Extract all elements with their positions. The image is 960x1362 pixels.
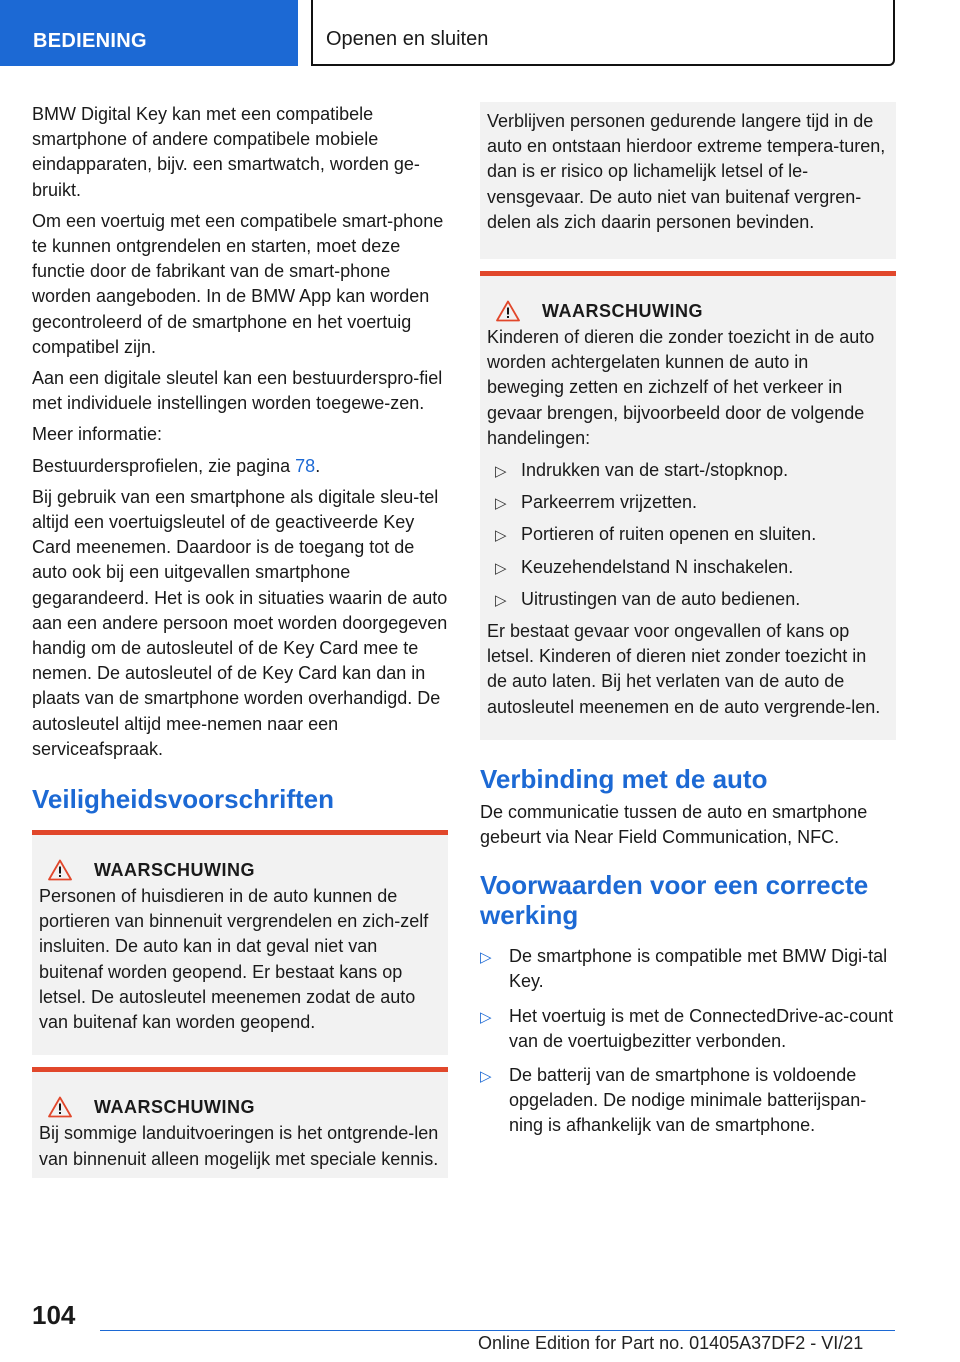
- footer-divider: [100, 1330, 895, 1331]
- page-header: [0, 0, 960, 66]
- page-number: 104: [32, 1300, 76, 1330]
- conditions-list: [480, 944, 896, 1138]
- warning-title: WAARSCHUWING: [94, 1096, 255, 1117]
- triangle-right-icon: ▷: [495, 559, 507, 577]
- xref-end: .: [315, 455, 321, 476]
- right-column: [480, 102, 896, 1148]
- triangle-right-icon: ▷: [495, 495, 507, 513]
- list-item: ▷ Portieren of ruiten openen en sluiten.: [487, 522, 890, 547]
- warning-box: [480, 271, 896, 740]
- xref-text: Bestuurdersprofielen, zie pagina: [32, 455, 296, 476]
- warning-box: [32, 830, 448, 1055]
- warning-title: WAARSCHUWING: [94, 859, 255, 880]
- warning-text: Bij sommige landuitvoeringen is het ontgrende-len van binnenuit alleen mogelijk met speciale kennis.: [39, 1123, 439, 1169]
- warning-text: Personen of huisdieren in de auto kunnen de portieren van binnenuit vergrendelen en zich-zelf insluiten. De auto kan in dat geval niet van buitenaf worden geopend. Er bestaat kans op letsel. De autosleutel meenemen zodat de auto van buitenaf kan worden geopend.: [39, 886, 429, 1033]
- warning-outro: Er bestaat gevaar voor ongevallen of kans op letsel. Kinderen of dieren niet zonder toezicht in de auto laten. Bij het verlaten van de auto de autosleutel meenemen en de auto vergrende-len.: [487, 621, 881, 717]
- warning-box: [32, 1067, 448, 1177]
- left-column: [32, 102, 448, 1178]
- warning-triangle-icon: [496, 300, 520, 322]
- edition-text: Online Edition for Part no. 01405A37DF2 - VI/21: [478, 1333, 864, 1353]
- paragraph: Aan een digitale sleutel kan een bestuurderspro-fiel met individuele instellingen worden toegewe-zen.: [32, 368, 443, 414]
- paragraph: Bij gebruik van een smartphone als digitale sleu-tel altijd een voertuigsleutel of de geactiveerde Key Card meenemen. Daardoor is de toegang tot de auto ook bij een uitgevallen smartphone gegarandeerd. Het is ook in situaties waarin de auto aan een andere persoon moet worden doorgegeven handig om de autosleutel of de Key Card mee te nemen. De autosleutel of de Key Card kan dan in plaats van de smartphone worden overhandigd. De autosleutel altijd mee-nemen naar een serviceafspraak.: [32, 486, 448, 759]
- list-item: ▷ Parkeerrem vrijzetten.: [487, 490, 890, 515]
- triangle-right-icon: ▷: [480, 1068, 492, 1086]
- warning-header: [39, 1096, 442, 1118]
- warning-text: Verblijven personen gedurende langere tijd in de auto en ontstaan hierdoor extreme tempera-turen, dan is er risico op lichamelijk letsel of le-vensgevaar. De auto niet van buitenaf vergren-delen als zich daarin personen bevinden.: [487, 111, 886, 232]
- warning-header: [487, 300, 890, 322]
- chapter-title: Openen en sluiten: [311, 0, 895, 66]
- list-item: ▷ Indrukken van de start-/stopknop.: [487, 458, 890, 483]
- paragraph: Om een voertuig met een compatibele smart-phone te kunnen ontgrendelen en starten, moet deze functie door de fabrikant van de smart-phone worden aangeboden. In de BMW App kan worden gecontroleerd of de smartphone en het voertuig compatibel zijn.: [32, 210, 444, 357]
- section-heading: Verbinding met de auto: [480, 763, 768, 794]
- triangle-right-icon: ▷: [495, 527, 507, 545]
- list-item: ▷ De smartphone is compatible met BMW Digi-tal Key.: [480, 946, 888, 992]
- list-item: ▷ Het voertuig is met de ConnectedDrive-ac-count van de voertuigbezitter verbonden.: [480, 1005, 894, 1051]
- page-link[interactable]: 78: [295, 455, 316, 476]
- section-heading: Veiligheidsvoorschriften: [32, 784, 334, 815]
- section-heading: Voorwaarden voor een correcte werking: [480, 870, 869, 931]
- warning-triangle-icon: [48, 859, 72, 881]
- triangle-right-icon: ▷: [480, 1008, 492, 1026]
- warning-title: WAARSCHUWING: [542, 300, 703, 321]
- list-item: ▷ De batterij van de smartphone is voldoende opgeladen. De nodige minimale batterijspan-ning is afhankelijk van de smartphone.: [480, 1065, 867, 1136]
- warning-header: [39, 859, 442, 881]
- cross-reference: [32, 454, 448, 479]
- section-tab: BEDIENING: [0, 0, 298, 66]
- warning-continued: [480, 102, 896, 259]
- triangle-right-icon: ▷: [495, 463, 507, 481]
- list-item: ▷ Keuzehendelstand N inschakelen.: [487, 555, 890, 580]
- paragraph: Meer informatie:: [32, 424, 163, 445]
- paragraph: BMW Digital Key kan met een compatibele smartphone of andere compatibele mobiele eindapparaten, bijv. een smartwatch, worden ge-bruikt.: [32, 104, 420, 200]
- warning-triangle-icon: [48, 1096, 72, 1118]
- warning-intro: Kinderen of dieren die zonder toezicht in de auto worden achtergelaten kunnen de auto in beweging zetten en zichzelf of het verkeer in gevaar brengen, bijvoorbeeld door de volgende handelingen:: [487, 327, 875, 448]
- triangle-right-icon: ▷: [495, 591, 507, 609]
- warning-list: [487, 458, 890, 612]
- triangle-right-icon: ▷: [480, 949, 492, 967]
- list-item: ▷ Uitrustingen van de auto bedienen.: [487, 587, 890, 612]
- paragraph: De communicatie tussen de auto en smartphone gebeurt via Near Field Communication, NFC.: [480, 801, 868, 848]
